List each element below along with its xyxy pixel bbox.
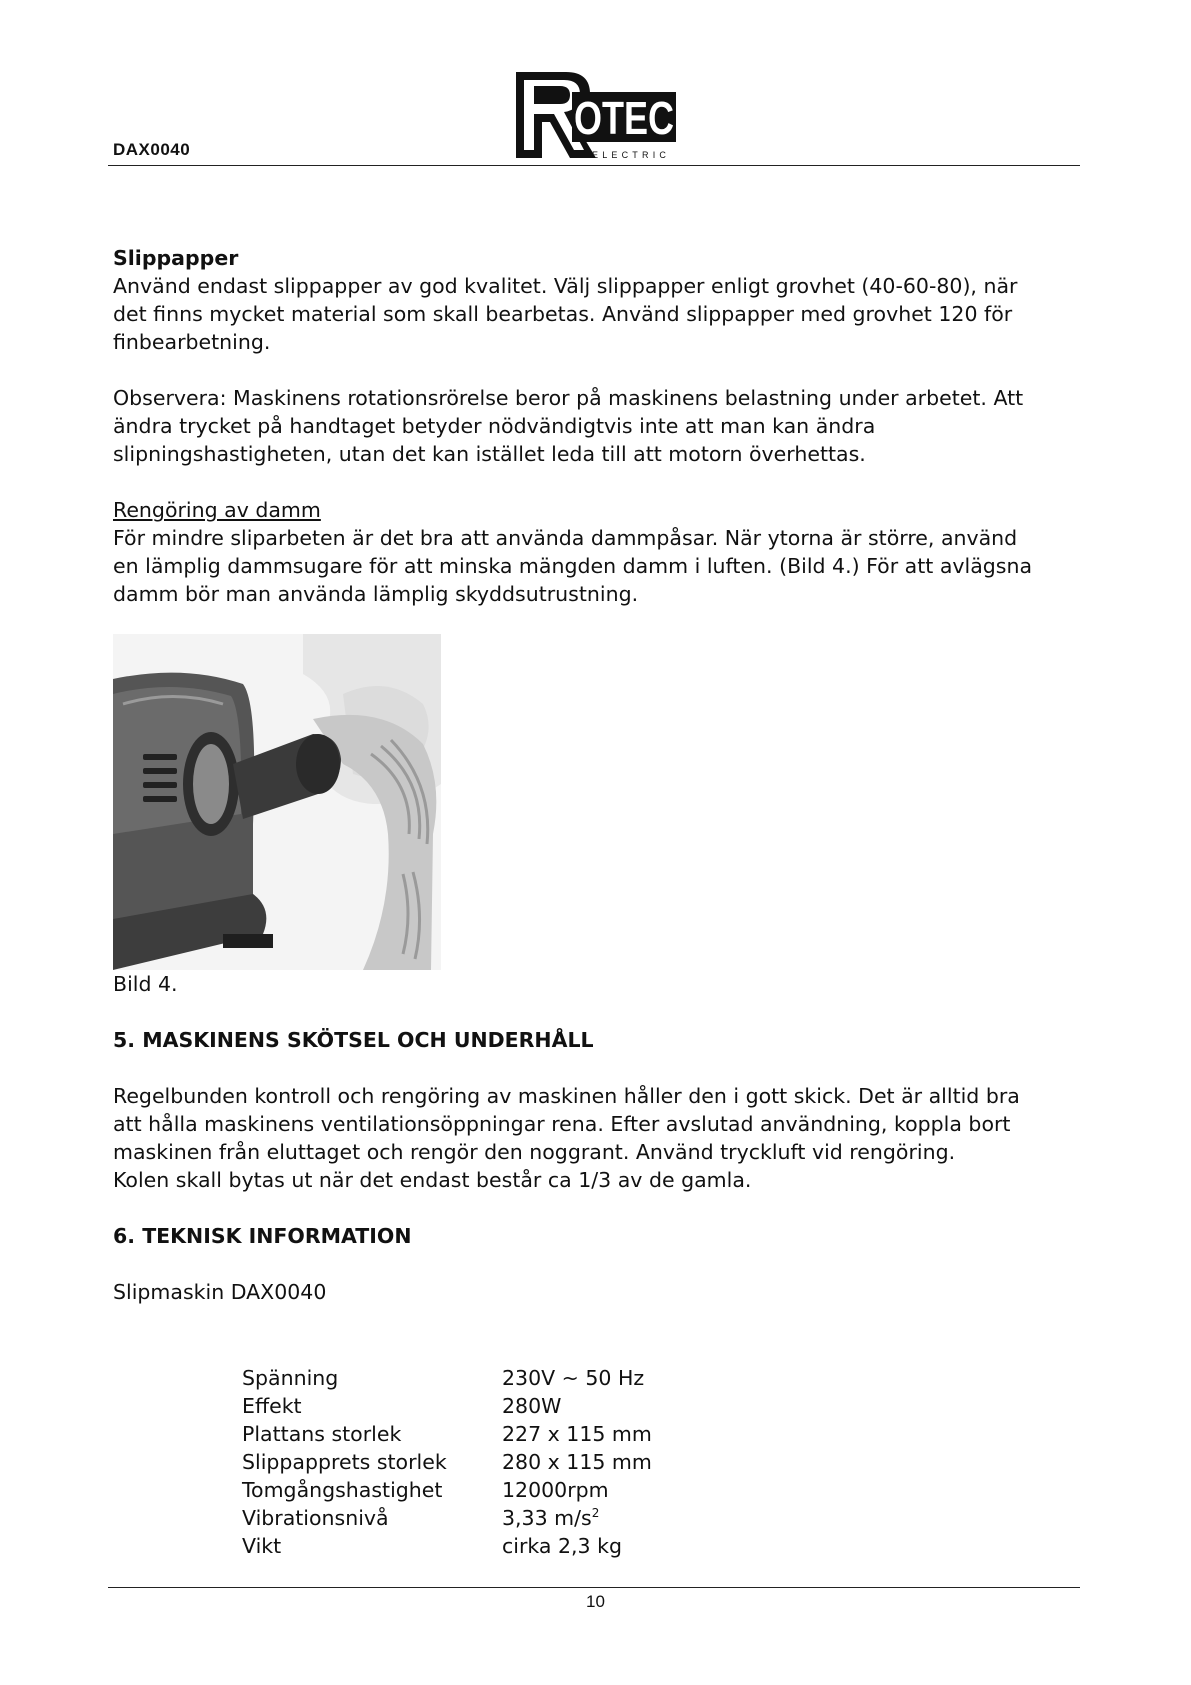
skotsel-line: Regelbunden kontroll och rengöring av maskinen håller den i gott skick. Det är alltid bra <box>113 1084 1020 1108</box>
observera-line: slipningshastigheten, utan det kan istället leda till att motorn överhettas. <box>113 442 866 466</box>
slippapper-line: finbearbetning. <box>113 330 271 354</box>
spec-row <box>242 1364 652 1392</box>
spec-value-superscript: 2 <box>591 1506 600 1521</box>
skotsel-heading: 5. MASKINENS SKÖTSEL OCH UNDERHÅLL <box>113 1028 594 1052</box>
footer-divider <box>108 1587 1080 1588</box>
rengoring-line: För mindre sliparbeten är det bra att använda dammpåsar. När ytorna är större, använd <box>113 526 1018 550</box>
spec-label: Vikt <box>242 1534 282 1558</box>
spec-row <box>242 1420 652 1448</box>
spec-label: Tomgångshastighet <box>242 1478 443 1502</box>
rotec-logo <box>512 66 682 162</box>
spec-row <box>242 1532 652 1560</box>
skotsel-line: maskinen från eluttaget och rengör den noggrant. Använd tryckluft vid rengöring. <box>113 1140 956 1164</box>
observera-line: ändra trycket på handtaget betyder nödvändigtvis inte att man kan ändra <box>113 414 876 438</box>
spec-value: 230V ~ 50 Hz <box>502 1366 645 1390</box>
spec-value-text: 3,33 m/s <box>502 1506 592 1530</box>
spec-table <box>242 1364 652 1560</box>
spec-label: Plattans storlek <box>242 1422 402 1446</box>
skotsel-line: Kolen skall bytas ut när det endast består ca 1/3 av de gamla. <box>113 1168 752 1192</box>
spec-value: 280 x 115 mm <box>502 1450 652 1474</box>
rengoring-line: en lämplig dammsugare för att minska mängden damm i luften. (Bild 4.) För att avlägsna <box>113 554 1033 578</box>
spec-value: cirka 2,3 kg <box>502 1534 622 1558</box>
skotsel-line: att hålla maskinens ventilationsöppningar rena. Efter avslutad användning, koppla bort <box>113 1112 1011 1136</box>
slippapper-heading: Slippapper <box>113 246 239 270</box>
spec-value: 227 x 115 mm <box>502 1422 652 1446</box>
spec-row <box>242 1476 652 1504</box>
observera-line: Observera: Maskinens rotationsrörelse beror på maskinens belastning under arbetet. Att <box>113 386 1024 410</box>
page-content <box>113 244 1083 1560</box>
spec-row <box>242 1448 652 1476</box>
spec-value <box>502 1504 652 1532</box>
slippapper-line: det finns mycket material som skall bearbetas. Använd slippapper med grovhet 120 för <box>113 302 1013 326</box>
page-number: 10 <box>586 1592 605 1611</box>
spec-value: 12000rpm <box>502 1478 609 1502</box>
model-code: DAX0040 <box>113 140 191 159</box>
spec-row <box>242 1504 652 1532</box>
slippapper-line: Använd endast slippapper av god kvalitet. Välj slippapper enligt grovhet (40-60-80), när <box>113 274 1018 298</box>
spec-label: Effekt <box>242 1394 302 1418</box>
teknisk-heading: 6. TEKNISK INFORMATION <box>113 1224 412 1248</box>
logo-r-hole <box>534 86 570 104</box>
sander-vacuum-photo <box>113 634 441 970</box>
product-name: Slipmaskin DAX0040 <box>113 1280 327 1304</box>
rengoring-line: damm bör man använda lämplig skyddsutrustning. <box>113 582 639 606</box>
photo-caption: Bild 4. <box>113 972 178 996</box>
spec-label: Spänning <box>242 1366 339 1390</box>
header-divider <box>108 165 1080 166</box>
spec-label: Slippapprets storlek <box>242 1450 447 1474</box>
spec-value: 280W <box>502 1394 562 1418</box>
logo-electric-text: ELECTRIC <box>592 150 671 160</box>
spec-row <box>242 1392 652 1420</box>
logo-otec-text: OTEC <box>574 92 674 144</box>
spec-label: Vibrationsnivå <box>242 1506 389 1530</box>
rengoring-heading: Rengöring av damm <box>113 498 321 522</box>
